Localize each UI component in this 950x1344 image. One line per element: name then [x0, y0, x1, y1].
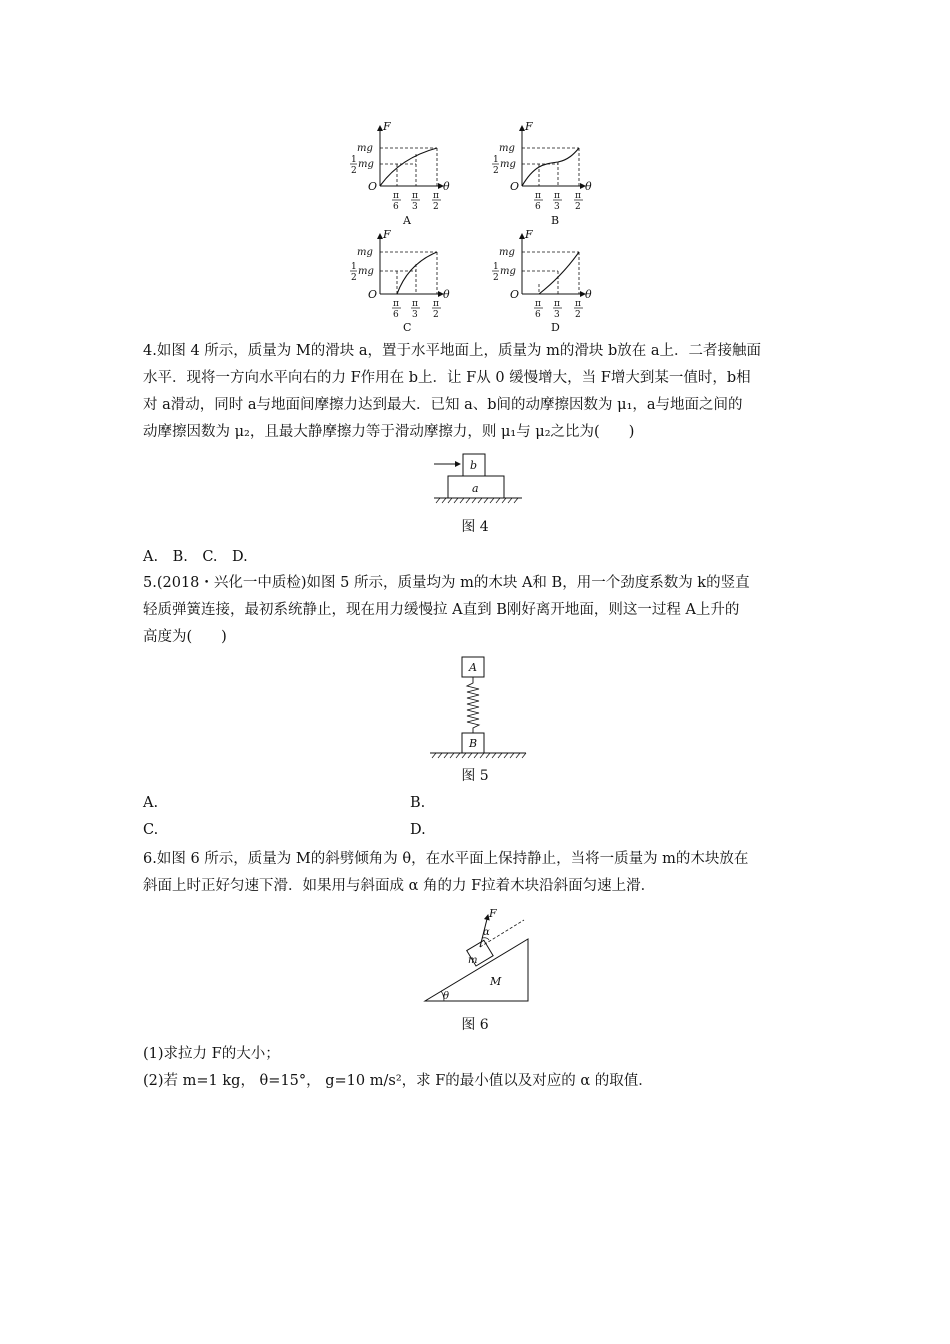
axis-f-label-d: F: [525, 228, 533, 241]
axis-theta-label-b: θ: [585, 180, 592, 193]
origin-label-c: O: [368, 288, 378, 301]
curve-b: [522, 148, 579, 186]
pi6-num-a: π: [393, 191, 399, 201]
block-m-label: m: [468, 955, 478, 966]
force-F-label: F: [489, 907, 497, 920]
mg-label-b: mg: [499, 143, 515, 154]
half-den-c: 2: [351, 273, 357, 283]
pi6-den-a: 6: [393, 202, 399, 212]
pi2-den-d: 2: [575, 310, 581, 320]
pi3-den-a: 3: [412, 202, 418, 212]
question-5-text: [143, 570, 823, 651]
pi3-den-d: 3: [554, 310, 560, 320]
figure-6: [420, 905, 535, 1005]
q6-line-2: 斜面上时正好匀速下滑．如果用与斜面成 α 角的力 F拉着木块沿斜面匀速上滑．: [143, 878, 656, 894]
pi6-num-b: π: [535, 191, 541, 201]
pi2-den-a: 2: [433, 202, 439, 212]
block-b-label: b: [470, 459, 478, 472]
pi2-num-a: π: [433, 191, 439, 201]
q5-line-1: 5.(2018・兴化一中质检)如图 5 所示，质量均为 m的木块 A和 B，用一个劲度系数为 k的竖直: [143, 575, 750, 591]
half-den-a: 2: [351, 166, 357, 176]
pi6-den-d: 6: [535, 310, 541, 320]
pi2-num-d: π: [575, 299, 581, 309]
graph-label-c: C: [403, 321, 412, 334]
mg-label-c: mg: [357, 247, 373, 258]
axis-f-label-c: F: [383, 228, 391, 241]
q4-line-3: 对 a滑动，同时 a与地面间摩擦力达到最大．已知 a、b间的动摩擦因数为 μ₁，a与地面之间的: [143, 397, 743, 413]
mg-label-a: mg: [357, 143, 373, 154]
q4-line-4: 动摩擦因数为 μ₂，且最大静摩擦力等于滑动摩擦力，则 μ₁与 μ₂之比为( ): [143, 424, 635, 440]
curve-d: [539, 252, 579, 294]
figure-6-caption: 图 6: [461, 1017, 489, 1033]
graphs-figure: [330, 118, 620, 338]
q6-line-1: 6.如图 6 所示，质量为 M的斜劈倾角为 θ，在水平面上保持静止，当将一质量为 m的木块放在: [143, 851, 749, 867]
graph-a: [380, 126, 443, 186]
half-den-d: 2: [493, 273, 499, 283]
q6-sub-1: (1)求拉力 F的大小；: [143, 1046, 280, 1062]
graph-c: [380, 234, 443, 294]
graph-label-a: A: [403, 214, 411, 227]
q5-option-c: C.: [143, 822, 159, 838]
axis-f-label-b: F: [525, 120, 533, 133]
q5-line-3: 高度为( ): [143, 629, 227, 645]
alpha-label: α: [483, 927, 490, 938]
pi3-num-a: π: [412, 191, 418, 201]
pi6-den-b: 6: [535, 202, 541, 212]
origin-label-b: O: [510, 180, 520, 193]
q5-option-b: B.: [410, 795, 426, 811]
half-num-d: 1: [493, 262, 499, 272]
pi2-num-b: π: [575, 191, 581, 201]
pi3-den-b: 3: [554, 202, 560, 212]
block-A-label: A: [469, 661, 477, 674]
theta-label: θ: [443, 991, 450, 1002]
half-mg-label-b: mg: [500, 159, 516, 170]
pi3-num-b: π: [554, 191, 560, 201]
half-num-a: 1: [351, 155, 357, 165]
graph-label-b: B: [551, 214, 560, 227]
q4-options: A. B. C. D.: [143, 549, 248, 565]
axis-theta-label-a: θ: [443, 180, 450, 193]
block-a-label: a: [472, 482, 479, 495]
axis-theta-label-c: θ: [443, 288, 450, 301]
graph-b: [522, 126, 585, 186]
axis-theta-label-d: θ: [585, 288, 592, 301]
pi6-num-d: π: [535, 299, 541, 309]
pi2-den-b: 2: [575, 202, 581, 212]
figure-4: [428, 448, 528, 508]
figure-5-caption: 图 5: [461, 768, 489, 784]
question-6-text: [143, 846, 823, 900]
pi6-den-c: 6: [393, 310, 399, 320]
origin-label-d: O: [510, 288, 520, 301]
q5-option-d: D.: [410, 822, 426, 838]
block-B-label: B: [469, 737, 478, 750]
half-mg-label-d: mg: [500, 266, 516, 277]
pi2-num-c: π: [433, 299, 439, 309]
half-mg-label-c: mg: [358, 266, 374, 277]
q6-sub-2: (2)若 m=1 kg， θ=15°， g=10 m/s²，求 F的最小值以及对应的 α 的取值．: [143, 1073, 653, 1089]
pi3-den-c: 3: [412, 310, 418, 320]
wedge: [425, 939, 528, 1001]
half-num-c: 1: [351, 262, 357, 272]
figure-5: [428, 655, 528, 760]
question-4-text: [143, 338, 823, 446]
spring: [467, 677, 479, 733]
q5-line-2: 轻质弹簧连接，最初系统静止，现在用力缓慢拉 A直到 B刚好离开地面，则这一过程 A上升的: [143, 602, 740, 618]
pi3-num-d: π: [554, 299, 560, 309]
q4-line-2: 水平．现将一方向水平向右的力 F作用在 b上．让 F从 0 缓慢增大，当 F增大到某一值时，b相: [143, 370, 751, 386]
mg-label-d: mg: [499, 247, 515, 258]
origin-label-a: O: [368, 180, 378, 193]
graph-d: [522, 234, 585, 294]
graph-label-d: D: [551, 321, 560, 334]
figure-4-caption: 图 4: [461, 519, 489, 535]
curve-a: [380, 148, 437, 186]
half-den-b: 2: [493, 166, 499, 176]
axis-f-label-a: F: [383, 120, 391, 133]
q4-line-1: 4.如图 4 所示，质量为 M的滑块 a，置于水平地面上，质量为 m的滑块 b放在 a上．二者接触面: [143, 343, 761, 359]
q5-option-a: A.: [143, 795, 159, 811]
wedge-M-label: M: [490, 975, 502, 988]
pi3-num-c: π: [412, 299, 418, 309]
pi6-num-c: π: [393, 299, 399, 309]
half-num-b: 1: [493, 155, 499, 165]
curve-c: [397, 252, 437, 294]
half-mg-label-a: mg: [358, 159, 374, 170]
pi2-den-c: 2: [433, 310, 439, 320]
